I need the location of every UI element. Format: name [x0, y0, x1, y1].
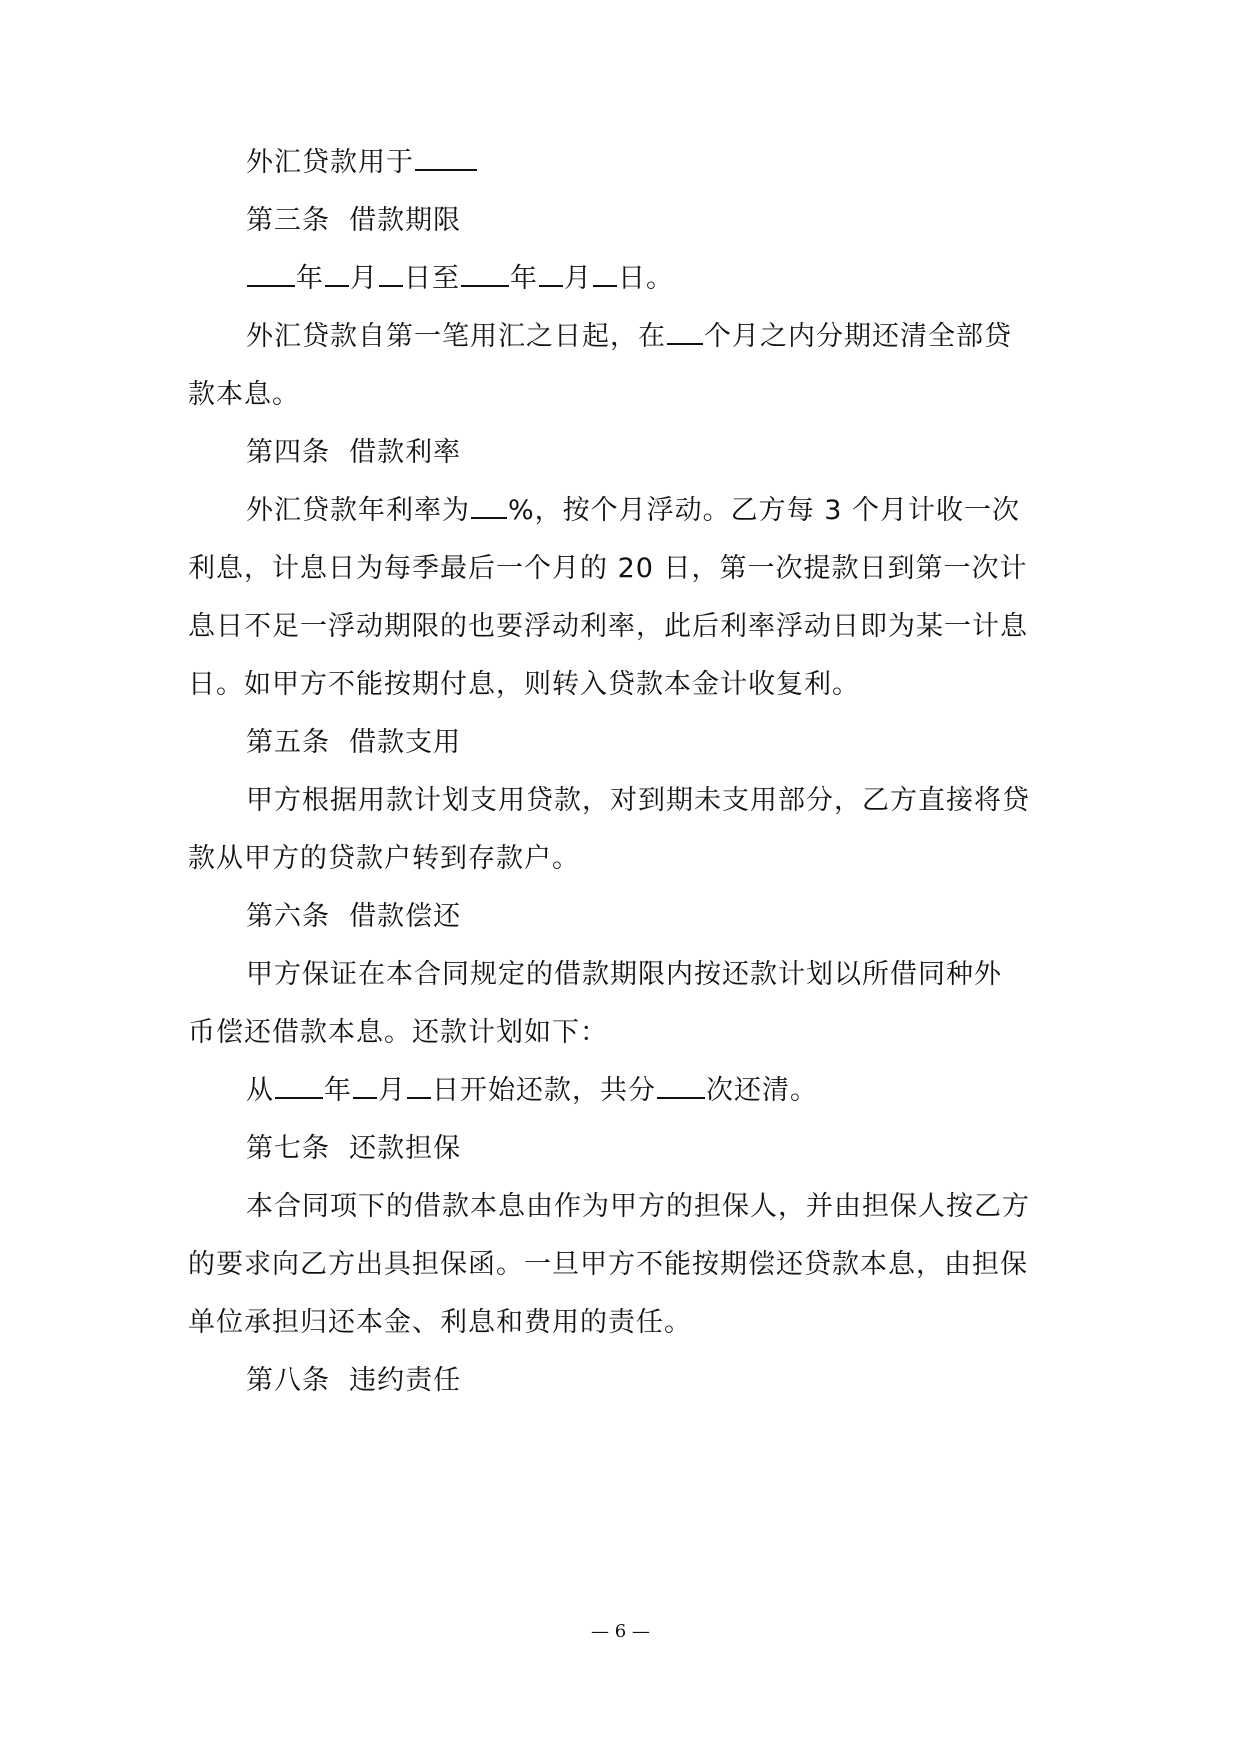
paragraph-line: 本合同项下的借款本息由作为甲方的担保人，并由担保人按乙方 — [246, 1191, 1030, 1222]
paragraph-line: 款从甲方的贷款户转到存款户。 — [188, 843, 580, 874]
section-heading: 第四条 借款利率 — [246, 437, 462, 468]
blank-underline — [379, 281, 403, 287]
paragraph-line: 日。如甲方不能按期付息，则转入贷款本金计收复利。 — [188, 669, 860, 700]
section-heading: 第五条 借款支用 — [246, 727, 462, 758]
blank-underline — [593, 281, 617, 287]
paragraph-line: 甲方根据用款计划支用贷款，对到期未支用部分，乙方直接将贷 — [246, 785, 1030, 816]
blank-underline — [461, 281, 509, 287]
paragraph-line: 息日不足一浮动期限的也要浮动利率，此后利率浮动日即为某一计息 — [188, 611, 1028, 642]
paragraph-line: 从 年 月 日开始还款，共分 次还清。 — [246, 1075, 818, 1106]
paragraph-line: 利息，计息日为每季最后一个月的 20 日，第一次提款日到第一次计 — [188, 553, 1028, 584]
blank-underline — [415, 165, 477, 171]
paragraph-line: 外汇贷款用于 — [246, 146, 478, 180]
section-heading: 第七条 还款担保 — [246, 1133, 462, 1164]
paragraph-line: 款本息。 — [188, 379, 300, 410]
blank-underline — [657, 1093, 705, 1099]
paragraph-line: 甲方保证在本合同规定的借款期限内按还款计划以所借同种外 — [246, 959, 1002, 990]
paragraph-line: 单位承担归还本金、利息和费用的责任。 — [188, 1307, 692, 1338]
blank-underline — [275, 1093, 323, 1099]
paragraph-line: 外汇贷款自第一笔用汇之日起，在 个月之内分期还清全部贷 — [246, 321, 1012, 352]
page-number: — 6 — — [591, 1621, 650, 1642]
blank-underline — [247, 281, 295, 287]
blank-underline — [407, 1093, 431, 1099]
paragraph-line: 币偿还借款本息。还款计划如下： — [188, 1017, 608, 1048]
blank-underline — [667, 339, 703, 345]
blank-underline — [539, 281, 563, 287]
paragraph-line: 外汇贷款年利率为 %，按个月浮动。乙方每 3 个月计收一次 — [246, 495, 1020, 526]
paragraph-line: 年 月 日至 年 月 日。 — [246, 262, 674, 296]
section-heading: 第八条 违约责任 — [246, 1365, 462, 1396]
blank-underline — [325, 281, 349, 287]
blank-underline — [353, 1093, 377, 1099]
section-heading: 第三条 借款期限 — [246, 205, 462, 236]
blank-underline — [471, 513, 507, 519]
paragraph-line: 的要求向乙方出具担保函。一旦甲方不能按期偿还贷款本息，由担保 — [188, 1249, 1028, 1280]
section-heading: 第六条 借款偿还 — [246, 901, 462, 932]
